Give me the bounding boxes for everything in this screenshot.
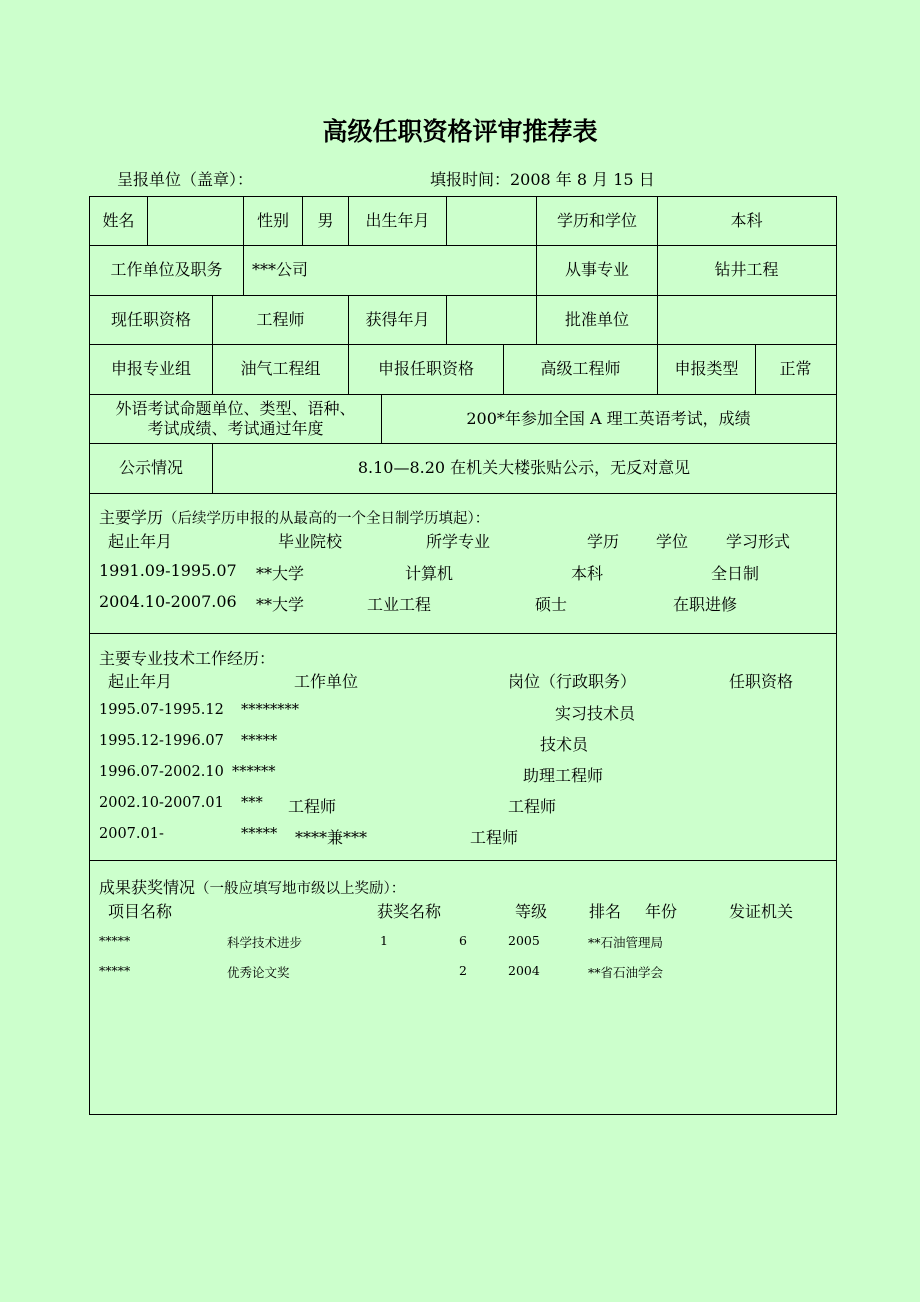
award-row-project: *****: [99, 963, 131, 978]
reporting-unit-label: 呈报单位（盖章）：: [117, 170, 254, 189]
apply-group-value: 油气工程组: [240, 359, 321, 378]
edu-row-form: 在职进修: [673, 595, 738, 614]
page-title: 高级任职资格评审推荐表: [322, 117, 598, 146]
work-unit-label: 工作单位及职务: [110, 260, 223, 279]
award-col-year: 年份: [645, 902, 678, 921]
exp-row-period: 1995.07-1995.12: [99, 702, 224, 718]
obtain-date-label: 获得年月: [365, 309, 430, 329]
exp-col-title: 任职资格: [729, 672, 794, 691]
awards-note: （一般应填写地市级以上奖励）：: [195, 881, 406, 897]
award-row-year: 2004: [508, 963, 540, 978]
edu-row-form: 全日制: [711, 564, 760, 583]
awards-heading-line: [99, 875, 405, 898]
edu-col-period: 起止年月: [108, 532, 173, 551]
apply-group-label: 申报专业组: [110, 359, 191, 378]
edu-row-degree: 硕士: [535, 595, 568, 614]
exp-row-unit: ******: [232, 764, 276, 780]
award-row-issuer: **省石油学会: [588, 965, 664, 980]
education-heading-line: [99, 505, 489, 528]
approve-unit-value: [658, 295, 835, 344]
edu-row-major: 计算机: [405, 564, 454, 583]
apply-title-label: 申报任职资格: [377, 359, 474, 378]
exp-row-title: 技术员: [540, 735, 589, 754]
award-row-rank: 6: [459, 933, 467, 948]
awards-heading: 成果获奖情况: [99, 878, 196, 897]
col-divider: [243, 245, 244, 295]
birth-value: [447, 196, 536, 245]
award-row-issuer: **石油管理局: [588, 935, 664, 950]
foreign-language-value: 200*年参加全国 A 理工英语考试，成绩: [466, 408, 751, 428]
work-unit-value: ***公司: [252, 260, 309, 279]
exp-row-post: 工程师: [288, 797, 337, 816]
award-row-level: 2: [459, 963, 467, 978]
award-col-award: 获奖名称: [377, 902, 442, 921]
birth-label: 出生年月: [365, 210, 430, 230]
apply-type-value: 正常: [779, 359, 812, 378]
foreign-language-label-line1: 外语考试命题单位、类型、语种、: [115, 398, 356, 418]
obtain-date-value: [447, 295, 536, 344]
exp-row-unit: *****: [241, 733, 278, 749]
edu-row-major: 工业工程: [367, 595, 432, 614]
education-heading: 主要学历: [99, 508, 164, 527]
award-row-year: 2005: [508, 933, 540, 948]
apply-title-value: 高级工程师: [540, 359, 621, 378]
exp-row-unit: ***: [241, 795, 263, 811]
exp-row-title: 助理工程师: [523, 766, 604, 785]
publicity-label: 公示情况: [118, 458, 183, 477]
award-col-project: 项目名称: [108, 902, 173, 921]
exp-col-unit: 工作单位: [294, 672, 359, 691]
gender-value: 男: [317, 210, 334, 230]
edu-col-degree: 学历: [587, 532, 620, 551]
exp-col-period: 起止年月: [108, 672, 173, 691]
award-row-project: *****: [99, 933, 131, 948]
publicity-value: 8.10—8.20 在机关大楼张贴公示，无反对意见: [357, 458, 691, 477]
award-row-award: 科学技术进步: [227, 935, 303, 950]
exp-row-period: 2007.01-: [99, 826, 164, 842]
edu-col-major: 所学专业: [426, 532, 491, 551]
name-value: [148, 196, 243, 245]
edu-row-school: **大学: [256, 564, 305, 583]
edu-row-degree: 本科: [571, 564, 604, 583]
education-note: （后续学历申报的从最高的一个全日制学历填起）：: [163, 511, 490, 527]
exp-col-post: 岗位（行政职务）: [508, 672, 637, 691]
major-value: 钻井工程: [714, 260, 779, 279]
experience-heading: 主要专业技术工作经历：: [99, 649, 276, 668]
award-row-level: 1: [380, 933, 388, 948]
exp-row-unit: *****: [241, 826, 278, 842]
exp-row-title: 工程师: [470, 828, 519, 847]
foreign-language-label-line2: 考试成绩、考试通过年度: [147, 418, 324, 438]
approve-unit-label: 批准单位: [564, 309, 629, 329]
gender-label: 性别: [256, 210, 289, 230]
edu-col-academic-degree: 学位: [656, 532, 689, 551]
award-col-issuer: 发证机关: [729, 902, 794, 921]
name-label: 姓名: [102, 210, 135, 230]
row-divider: [89, 493, 836, 494]
exp-row-title: 工程师: [508, 797, 557, 816]
education-degree-label: 学历和学位: [556, 210, 637, 230]
exp-row-post: ****兼***: [295, 828, 368, 847]
major-label: 从事专业: [564, 260, 629, 279]
edu-row-period: 1991.09-1995.07: [99, 561, 237, 580]
apply-type-label: 申报类型: [674, 359, 739, 378]
exp-row-period: 2002.10-2007.01: [99, 795, 224, 811]
foreign-language-label: [90, 394, 381, 443]
row-divider: [89, 860, 836, 861]
report-date-label: 填报时间：2008 年 8 月 15 日: [430, 170, 655, 189]
award-row-award: 优秀论文奖: [227, 965, 290, 980]
exp-row-title: 实习技术员: [555, 704, 636, 723]
edu-row-period: 2004.10-2007.06: [99, 592, 237, 611]
edu-row-school: **大学: [256, 595, 305, 614]
exp-row-unit: ********: [241, 702, 299, 718]
current-title-label: 现任职资格: [110, 309, 191, 329]
education-degree-value: 本科: [730, 210, 763, 230]
row-divider: [89, 633, 836, 634]
exp-row-period: 1996.07-2002.10: [99, 764, 224, 780]
exp-row-period: 1995.12-1996.07: [99, 733, 224, 749]
award-col-level: 等级: [515, 902, 548, 921]
edu-col-form: 学习形式: [726, 532, 791, 551]
edu-col-school: 毕业院校: [278, 532, 343, 551]
award-col-rank: 排名: [589, 902, 622, 921]
current-title-value: 工程师: [256, 309, 305, 329]
